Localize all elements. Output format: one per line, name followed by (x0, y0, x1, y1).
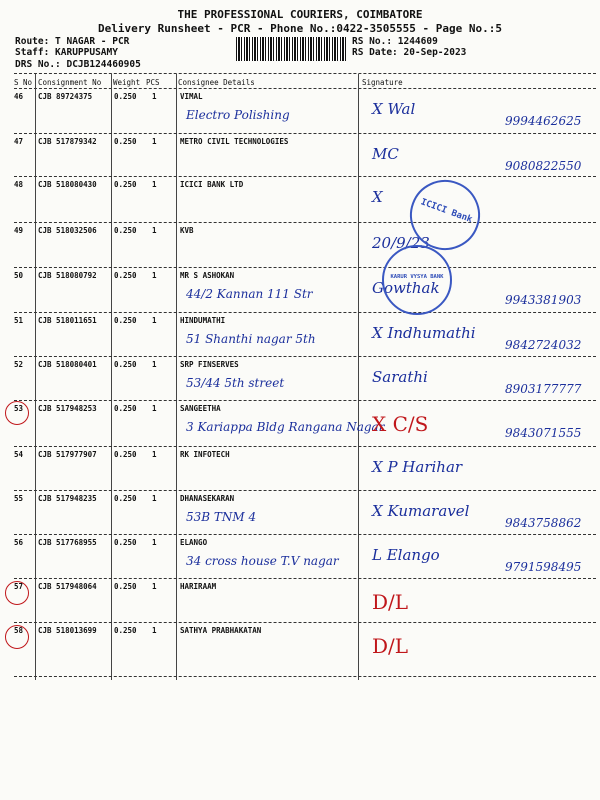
row-consignee-name: HINDUMATHI (180, 316, 226, 325)
row-consignment: CJB 518013699 (38, 626, 97, 635)
row-sno: 55 (14, 494, 24, 503)
row-divider (14, 578, 596, 579)
row-weight: 0.250 (114, 137, 137, 146)
row-sno: 56 (14, 538, 24, 547)
row-sno: 57 (14, 582, 24, 591)
row-sno: 53 (14, 404, 24, 413)
row-divider (14, 222, 596, 223)
row-consignee-name: VIMAL (180, 92, 203, 101)
row-pcs: 1 (152, 316, 157, 325)
row-signature: X Wal (372, 100, 416, 118)
col-sno: S No (14, 78, 33, 87)
row-signature: 20/9/23 (372, 234, 430, 252)
row-consignee-name: DHANASEKARAN (180, 494, 235, 503)
company-title: THE PROFESSIONAL COURIERS, COIMBATORE (177, 8, 423, 21)
row-pcs: 1 (152, 271, 157, 280)
row-divider (14, 312, 596, 313)
barcode (236, 37, 346, 61)
row-consignee-name: RK INFOTECH (180, 450, 230, 459)
rs-number: RS No.: 1244609 (352, 36, 438, 47)
row-signature: Gowthak (372, 279, 440, 297)
row-pcs: 1 (152, 450, 157, 459)
row-divider (14, 446, 596, 447)
row-weight: 0.250 (114, 626, 137, 635)
row-consignment: CJB 517948235 (38, 494, 97, 503)
row-signature: X Indhumathi (372, 324, 476, 342)
row-weight: 0.250 (114, 494, 137, 503)
row-address-handwriting: 53B TNM 4 (186, 510, 257, 524)
row-consignment: CJB 518080401 (38, 360, 97, 369)
row-pcs: 1 (152, 404, 157, 413)
rs-date: RS Date: 20-Sep-2023 (352, 47, 467, 58)
row-pcs: 1 (152, 582, 157, 591)
row-sno: 49 (14, 226, 24, 235)
row-pcs: 1 (152, 92, 157, 101)
row-weight: 0.250 (114, 360, 137, 369)
circle-mark (5, 581, 29, 605)
row-weight: 0.250 (114, 316, 137, 325)
row-sno: 54 (14, 450, 24, 459)
row-sno: 46 (14, 92, 24, 101)
row-pcs: 1 (152, 626, 157, 635)
row-weight: 0.250 (114, 450, 137, 459)
row-consignment: CJB 89724375 (38, 92, 93, 101)
row-signature: D/L (372, 590, 409, 614)
row-sno: 52 (14, 360, 24, 369)
col-consignment: Consignment No (38, 78, 102, 87)
row-pcs: 1 (152, 538, 157, 547)
row-consignment: CJB 517948253 (38, 404, 97, 413)
row-address-handwriting: 44/2 Kannan 111 Str (186, 287, 313, 301)
row-divider (14, 490, 596, 491)
runsheet-title: Delivery Runsheet - PCR - Phone No.:0422-3505555 - Page No.:5 (98, 22, 502, 35)
row-pcs: 1 (152, 494, 157, 503)
row-phone-handwriting: 9943381903 (505, 293, 582, 307)
row-consignee-name: HARIRAAM (180, 582, 217, 591)
row-pcs: 1 (152, 360, 157, 369)
row-phone-handwriting: 9843758862 (505, 516, 582, 530)
row-consignment: CJB 518080430 (38, 180, 97, 189)
col-pcs: PCS (146, 78, 160, 87)
row-address-handwriting: 51 Shanthi nagar 5th (186, 332, 316, 346)
row-divider (14, 176, 596, 177)
row-sno: 50 (14, 271, 24, 280)
row-weight: 0.250 (114, 180, 137, 189)
row-consignee-name: MR S ASHOKAN (180, 271, 235, 280)
row-consignee-name: SATHYA PRABHAKATAN (180, 626, 262, 635)
row-signature: X P Harihar (372, 458, 463, 476)
row-signature: D/L (372, 634, 409, 658)
row-pcs: 1 (152, 180, 157, 189)
icici-stamp-text: ICICI Bank (419, 197, 474, 226)
row-consignment: CJB 518032506 (38, 226, 97, 235)
row-phone-handwriting: 9994462625 (505, 114, 582, 128)
row-consignee-name: METRO CIVIL TECHNOLOGIES (180, 137, 289, 146)
row-consignment: CJB 518011651 (38, 316, 97, 325)
route-label: Route: T NAGAR - PCR (15, 36, 130, 47)
row-phone-handwriting: 9080822550 (505, 159, 582, 173)
row-divider (14, 267, 596, 268)
row-weight: 0.250 (114, 582, 137, 591)
header-divider (14, 73, 596, 74)
row-weight: 0.250 (114, 271, 137, 280)
col-divider (358, 74, 359, 680)
row-consignment: CJB 517768955 (38, 538, 97, 547)
row-address-handwriting: 34 cross house T.V nagar (186, 554, 339, 568)
row-sno: 47 (14, 137, 24, 146)
row-sno: 51 (14, 316, 24, 325)
row-weight: 0.250 (114, 92, 137, 101)
row-signature: X (372, 188, 383, 206)
row-signature: L Elango (372, 546, 440, 564)
row-weight: 0.250 (114, 226, 137, 235)
row-divider (14, 534, 596, 535)
kvb-stamp-text: KARUR VYSYA BANK (390, 274, 444, 280)
row-consignment: CJB 517977907 (38, 450, 97, 459)
kvb-stamp (382, 245, 452, 315)
row-address-handwriting: Electro Polishing (186, 108, 290, 122)
staff-label: Staff: KARUPPUSAMY (15, 47, 118, 58)
row-divider (14, 622, 596, 623)
row-sno: 48 (14, 180, 24, 189)
row-signature: X Kumaravel (372, 502, 470, 520)
col-divider (176, 74, 177, 680)
row-signature: X C/S (372, 412, 429, 436)
header-rule (14, 88, 596, 89)
row-consignment: CJB 518080792 (38, 271, 97, 280)
row-weight: 0.250 (114, 404, 137, 413)
row-phone-handwriting: 8903177777 (505, 382, 582, 396)
row-consignee-name: SRP FINSERVES (180, 360, 239, 369)
col-divider (111, 74, 112, 680)
row-consignee-name: KVB (180, 226, 194, 235)
row-consignee-name: ICICI BANK LTD (180, 180, 244, 189)
col-weight: Weight (113, 78, 141, 87)
row-consignee-name: ELANGO (180, 538, 208, 547)
circle-mark (5, 625, 29, 649)
row-divider (14, 356, 596, 357)
row-divider (14, 400, 596, 401)
col-divider (35, 74, 36, 680)
row-signature: MC (372, 145, 399, 163)
row-address-handwriting: 53/44 5th street (186, 376, 285, 390)
row-phone-handwriting: 9842724032 (505, 338, 582, 352)
row-weight: 0.250 (114, 538, 137, 547)
row-pcs: 1 (152, 137, 157, 146)
row-address-handwriting: 3 Kariappa Bldg Rangana Nagar (186, 420, 385, 434)
row-phone-handwriting: 9843071555 (505, 426, 582, 440)
row-consignment: CJB 517948064 (38, 582, 97, 591)
row-consignment: CJB 517879342 (38, 137, 97, 146)
drs-label: DRS No.: DCJB124460905 (15, 59, 141, 70)
row-divider (14, 676, 596, 677)
row-sno: 58 (14, 626, 24, 635)
col-consignee: Consignee Details (178, 78, 255, 87)
row-pcs: 1 (152, 226, 157, 235)
circle-mark (5, 401, 29, 425)
row-consignee-name: SANGEETHA (180, 404, 221, 413)
col-signature: Signature (362, 78, 403, 87)
row-signature: Sarathi (372, 368, 428, 386)
row-phone-handwriting: 9791598495 (505, 560, 582, 574)
row-divider (14, 133, 596, 134)
